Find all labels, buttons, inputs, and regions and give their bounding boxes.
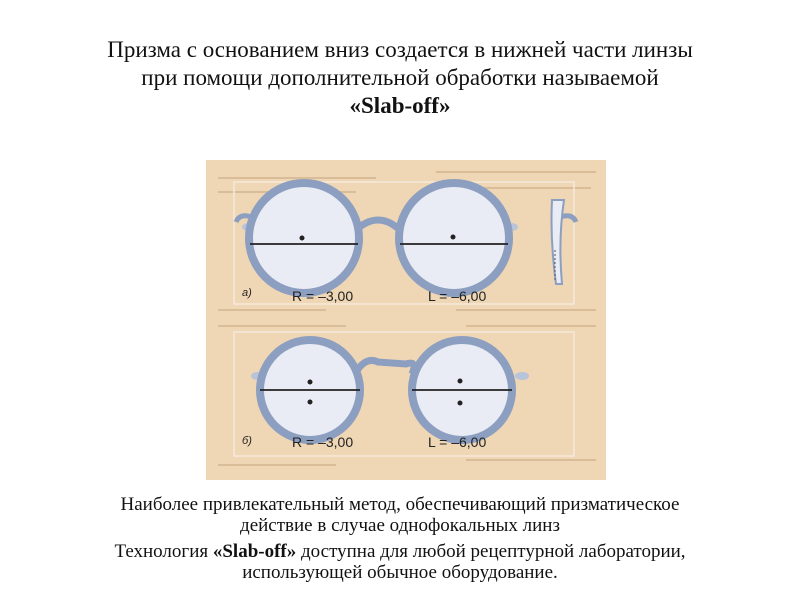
title-line-1: Призма с основанием вниз создается в нижней части линзы — [107, 37, 693, 62]
title-line-3: «Slab-off» — [349, 93, 451, 118]
panel-b-left-label: L = –6,00 — [428, 434, 487, 450]
title-line-2: при помощи дополнительной обработки называемой — [141, 65, 659, 90]
upper-center-left-b — [458, 379, 463, 384]
glasses-illustration — [206, 160, 606, 480]
glasses-a — [236, 183, 576, 293]
optical-center-left-a — [451, 235, 456, 240]
panel-a-tag: а) — [242, 287, 252, 299]
lens-profile — [552, 200, 565, 284]
body-paragraph-1 — [40, 494, 760, 536]
slide-title — [40, 36, 760, 120]
body-p2-bold: «Slab-off» — [212, 541, 297, 562]
lower-center-left-b — [458, 401, 463, 406]
glasses-b — [251, 340, 529, 440]
lower-center-right-b — [308, 400, 313, 405]
panel-a-left-label: L = –6,00 — [428, 288, 487, 304]
body-p2-rest: доступна для любой рецептурной лаборатории, — [296, 541, 686, 562]
body-p1-line1: Наиболее привлекательный метод, обеспечивающий призматическое — [120, 494, 680, 515]
body-p2-line2: использующей обычное оборудование. — [242, 562, 558, 583]
bridge-b — [356, 360, 414, 374]
glasses-diagram — [206, 160, 606, 480]
upper-center-right-b — [308, 380, 313, 385]
body-p1-line2: действие в случае однофокальных линз — [240, 515, 560, 536]
panel-b-tag: б) — [242, 435, 252, 447]
panel-a-right-label: R = –3,00 — [292, 288, 354, 304]
panel-b-right-label: R = –3,00 — [292, 434, 354, 450]
body-paragraph-2 — [40, 541, 760, 583]
hinge-right-b — [515, 372, 529, 380]
body-p2-prefix: Технология — [114, 541, 213, 562]
optical-center-right-a — [300, 236, 305, 241]
slide-body-text — [40, 494, 760, 588]
